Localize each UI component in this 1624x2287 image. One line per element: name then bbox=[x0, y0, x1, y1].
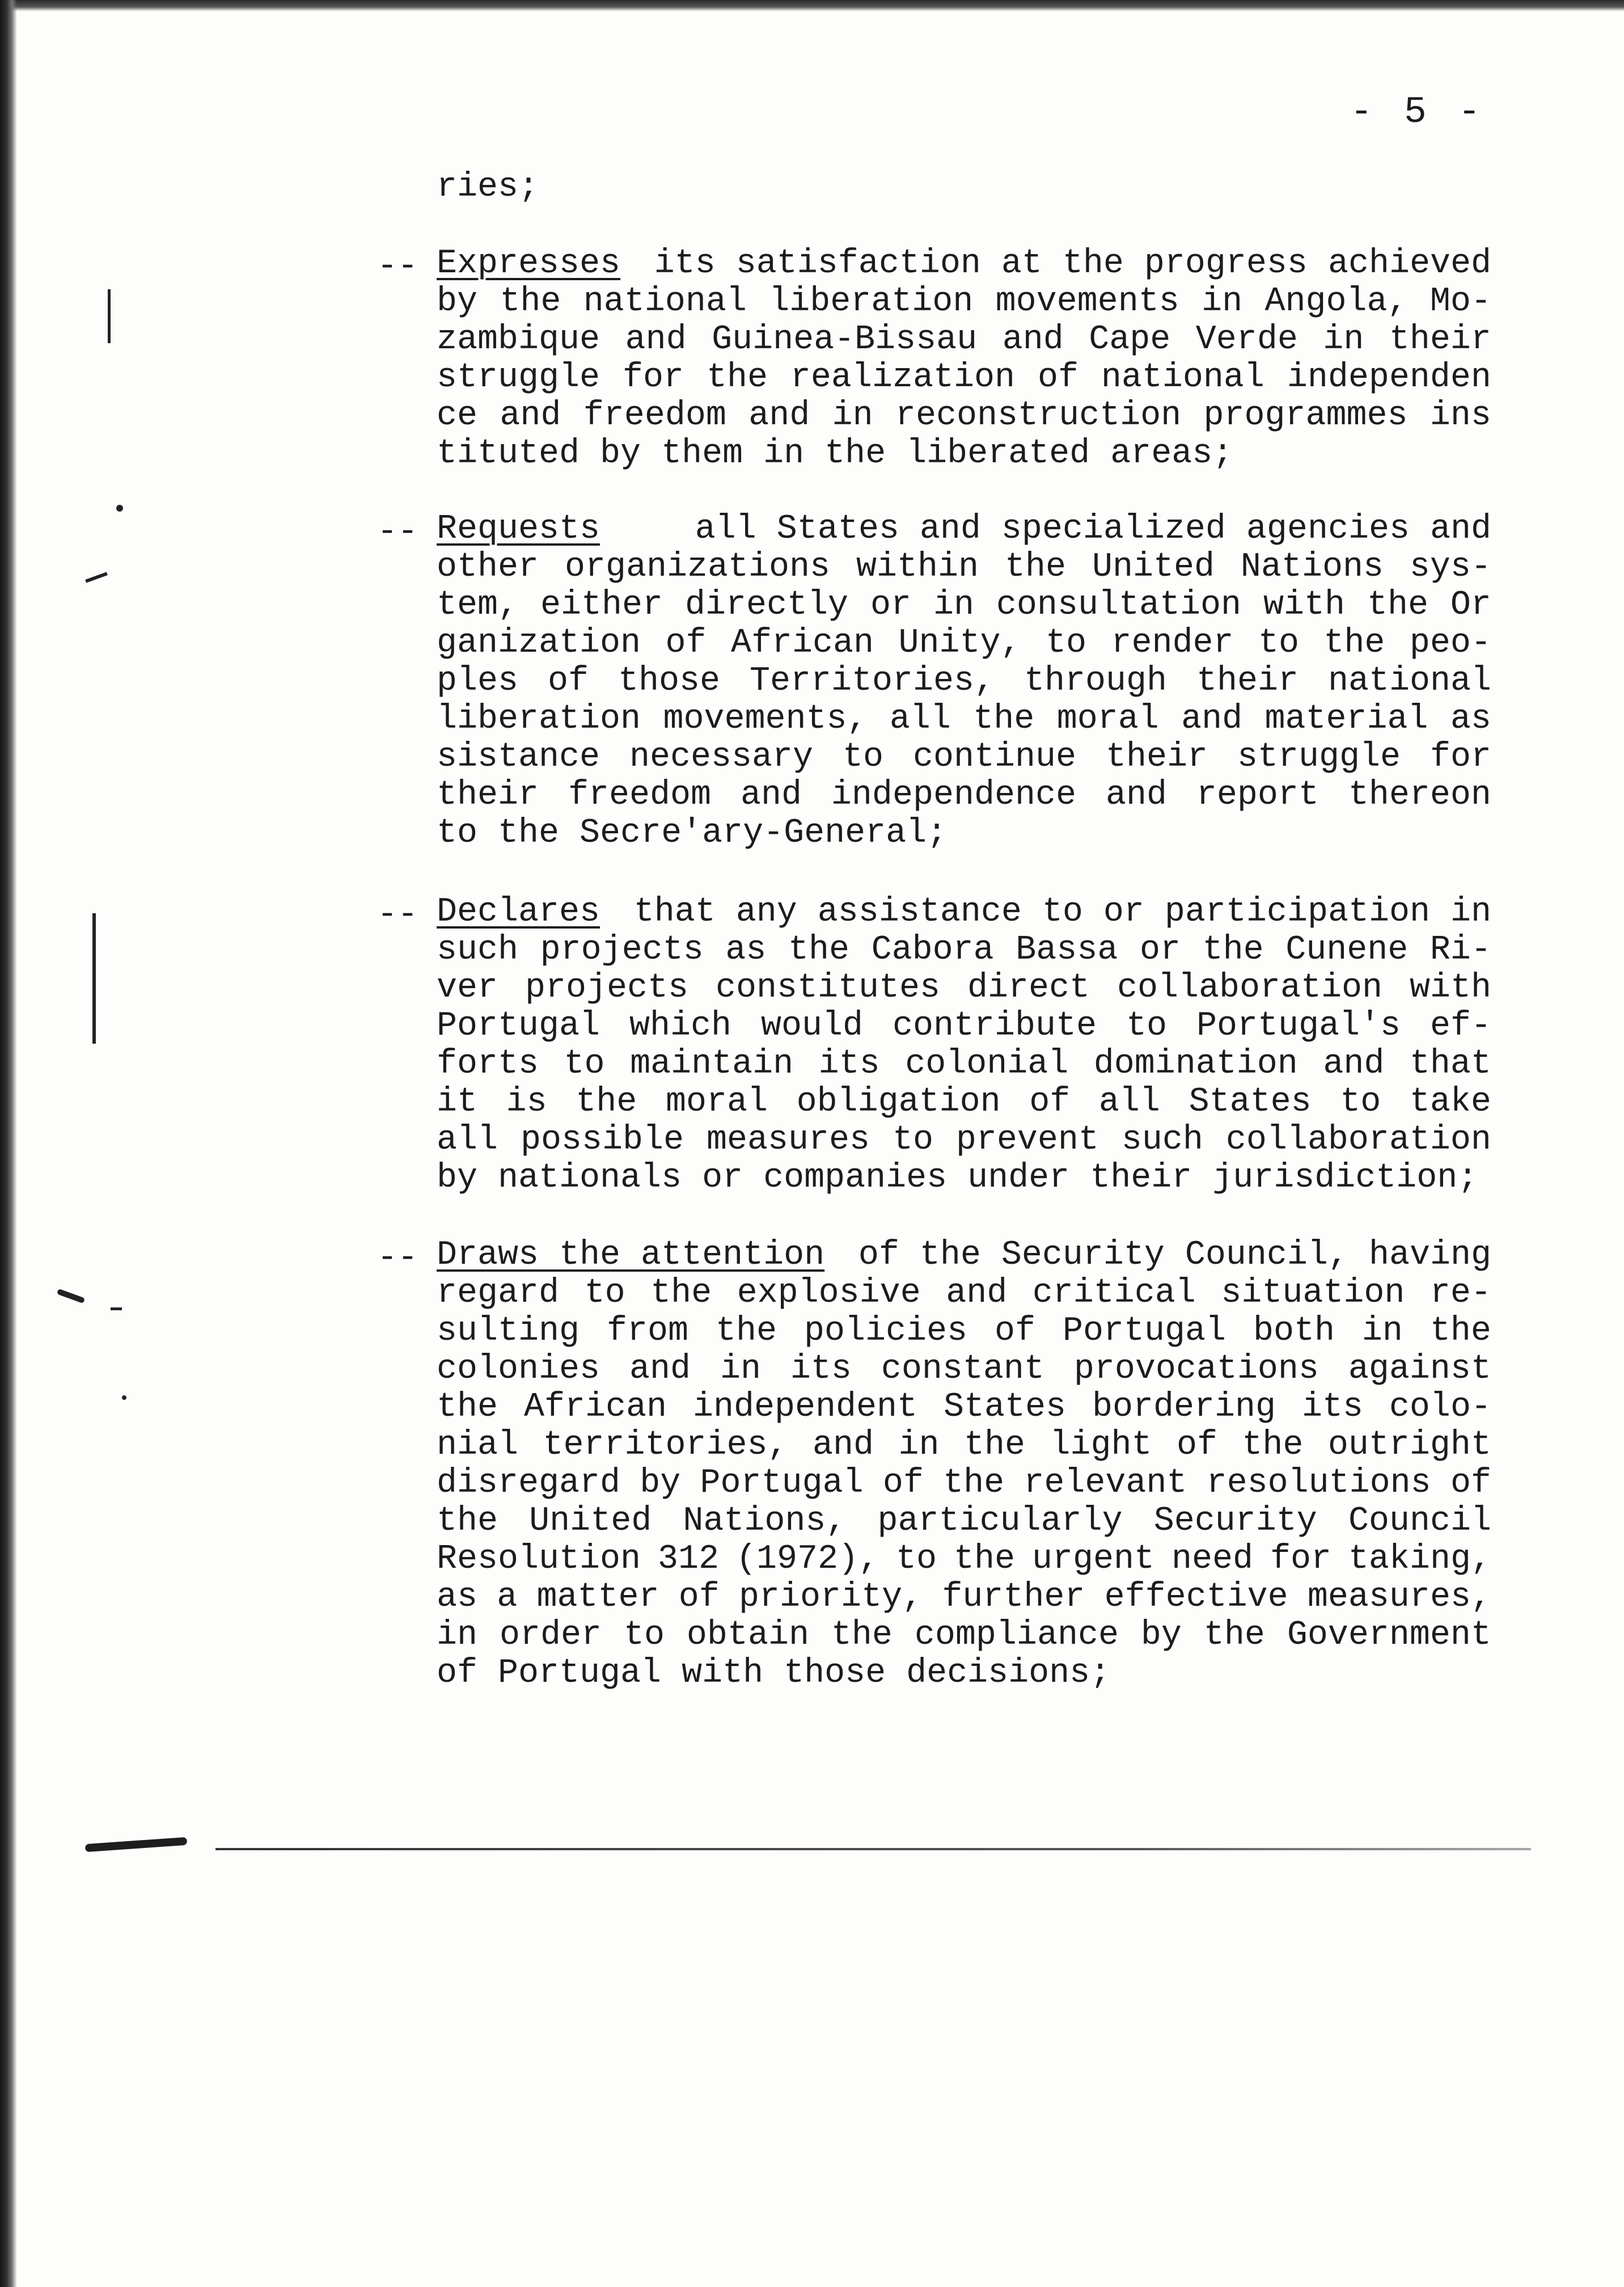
word: all bbox=[437, 1121, 498, 1159]
word: the bbox=[437, 1502, 498, 1541]
word: Nations, bbox=[683, 1502, 847, 1541]
paragraph-line bbox=[437, 1389, 1491, 1427]
word: national bbox=[1327, 662, 1491, 701]
word: movements bbox=[995, 282, 1179, 321]
word: in bbox=[1202, 282, 1243, 321]
word: obligation bbox=[796, 1083, 1001, 1121]
word: and bbox=[629, 1350, 691, 1389]
paragraph-text: its satisfaction at the progress achieved bbox=[654, 244, 1491, 283]
paragraph-line bbox=[437, 1275, 1491, 1313]
word: independence bbox=[831, 776, 1076, 815]
word: the bbox=[963, 1426, 1025, 1465]
paragraph-line bbox=[437, 1427, 1491, 1465]
word: policies bbox=[803, 1312, 968, 1351]
word: critical bbox=[1032, 1274, 1196, 1313]
word: render bbox=[1111, 624, 1234, 663]
paragraph-line bbox=[437, 359, 1491, 397]
word: material bbox=[1264, 700, 1428, 739]
word: moral bbox=[665, 1083, 768, 1121]
word: and bbox=[625, 320, 687, 359]
word: African bbox=[523, 1388, 667, 1427]
word: as bbox=[725, 931, 767, 969]
word: collaboration bbox=[1225, 1121, 1491, 1159]
word: further bbox=[942, 1578, 1085, 1617]
word: of bbox=[1450, 1464, 1491, 1503]
word: and bbox=[813, 1426, 874, 1465]
word: projects bbox=[525, 969, 689, 1007]
scan-mark bbox=[85, 572, 108, 583]
word: Cunene bbox=[1285, 931, 1409, 969]
paragraph-requests bbox=[437, 510, 1491, 853]
word: Portugal bbox=[437, 1007, 600, 1045]
paragraph-line: by nationals or companies under their jurisdiction; bbox=[437, 1159, 1478, 1197]
word: all bbox=[1098, 1083, 1160, 1121]
word: and bbox=[748, 396, 810, 435]
scan-mark-rule bbox=[85, 1837, 188, 1853]
word: with bbox=[1263, 586, 1345, 625]
word: ver bbox=[437, 969, 498, 1007]
word: consultation bbox=[996, 586, 1241, 625]
scan-border-top bbox=[0, 0, 1624, 11]
word: its bbox=[790, 1350, 852, 1389]
paragraph-text: all States and specialized agencies and bbox=[695, 510, 1491, 548]
word: Resolution bbox=[437, 1540, 641, 1579]
scan-mark bbox=[92, 913, 96, 1044]
word: for bbox=[622, 358, 684, 397]
page-number: - 5 - bbox=[1350, 91, 1486, 133]
word: to bbox=[1340, 1083, 1381, 1121]
word: African bbox=[730, 624, 874, 663]
word: by bbox=[1140, 1616, 1182, 1655]
word: the bbox=[1323, 624, 1385, 663]
word: struggle bbox=[437, 358, 600, 397]
word: of bbox=[547, 662, 589, 701]
word: their bbox=[1196, 662, 1299, 701]
word: that bbox=[1409, 1045, 1491, 1083]
paragraph-line bbox=[437, 1313, 1491, 1351]
word: of bbox=[665, 624, 707, 663]
word: to bbox=[584, 1274, 625, 1313]
paragraph-declares bbox=[437, 893, 1491, 1197]
word: necessary bbox=[629, 738, 814, 777]
word: provocations bbox=[1073, 1350, 1319, 1389]
paragraph-line bbox=[437, 1465, 1491, 1503]
paragraph-line bbox=[437, 1083, 1491, 1121]
word: urgent bbox=[1031, 1540, 1154, 1579]
word: taking, bbox=[1348, 1540, 1491, 1579]
word: in bbox=[898, 1426, 940, 1465]
word: the bbox=[1242, 1426, 1304, 1465]
word: Guinea-Bissau bbox=[712, 320, 978, 359]
paragraph-line bbox=[437, 1503, 1491, 1541]
word: thereon bbox=[1348, 776, 1491, 815]
word: which bbox=[629, 1007, 732, 1045]
word: struggle bbox=[1237, 738, 1401, 777]
word: Portugal bbox=[1062, 1312, 1226, 1351]
paragraph-line bbox=[437, 1045, 1491, 1083]
word: the bbox=[437, 1388, 498, 1427]
word: nial bbox=[437, 1426, 519, 1465]
word: Council bbox=[1348, 1502, 1491, 1541]
word: the bbox=[1430, 1312, 1491, 1351]
word: take bbox=[1409, 1083, 1491, 1121]
paragraph-text: that any assistance to or participation in bbox=[633, 893, 1491, 931]
word: Government bbox=[1287, 1616, 1491, 1655]
word: of bbox=[678, 1578, 720, 1617]
paragraph-line bbox=[437, 739, 1491, 777]
word: their bbox=[437, 776, 539, 815]
word: in bbox=[1323, 320, 1364, 359]
word: of bbox=[994, 1312, 1035, 1351]
paragraph-line bbox=[437, 1007, 1491, 1045]
word: maintain bbox=[630, 1045, 794, 1083]
paragraph-line bbox=[437, 1579, 1491, 1617]
word: the bbox=[953, 1540, 1015, 1579]
word: by bbox=[437, 282, 478, 321]
word: outright bbox=[1327, 1426, 1491, 1465]
word: Unity, bbox=[898, 624, 1021, 663]
word: Verde bbox=[1195, 320, 1298, 359]
paragraph-line bbox=[437, 701, 1491, 739]
word: domination bbox=[1093, 1045, 1298, 1083]
word: in bbox=[832, 396, 873, 435]
word: their bbox=[1105, 738, 1208, 777]
word: programmes bbox=[1203, 396, 1408, 435]
word: sulting bbox=[437, 1312, 580, 1351]
word: regard bbox=[437, 1274, 560, 1313]
word: compliance bbox=[914, 1616, 1119, 1655]
word: ganization bbox=[437, 624, 641, 663]
paragraph-text: of the Security Council, having bbox=[858, 1236, 1491, 1275]
word: or bbox=[870, 586, 911, 625]
word: national bbox=[583, 282, 747, 321]
word: is bbox=[506, 1083, 547, 1121]
scan-mark bbox=[111, 1307, 122, 1310]
word: collaboration bbox=[1116, 969, 1383, 1007]
paragraph-keyword: Declares bbox=[437, 893, 600, 931]
word: projects bbox=[540, 931, 704, 969]
word: situation bbox=[1221, 1274, 1405, 1313]
word: the bbox=[788, 931, 849, 969]
word: measures, bbox=[1307, 1578, 1491, 1617]
paragraph-line bbox=[437, 397, 1491, 435]
word: Cabora bbox=[871, 931, 994, 969]
word: of bbox=[1037, 358, 1079, 397]
word: re- bbox=[1430, 1274, 1491, 1313]
word: those bbox=[618, 662, 720, 701]
word: colonies bbox=[437, 1350, 600, 1389]
word: to bbox=[623, 1616, 665, 1655]
word: to bbox=[564, 1045, 605, 1083]
paragraph-line bbox=[437, 1351, 1491, 1389]
word: and bbox=[1105, 776, 1167, 815]
word: other bbox=[437, 548, 539, 586]
word: Bassa bbox=[1016, 931, 1118, 969]
word: possible bbox=[520, 1121, 684, 1159]
paragraph-bullet: -- bbox=[377, 247, 418, 286]
paragraph-line: of Portugal with those decisions; bbox=[437, 1654, 1111, 1693]
word: its bbox=[1301, 1388, 1363, 1427]
word: with bbox=[1409, 969, 1491, 1007]
paragraph-line bbox=[437, 510, 1491, 548]
paragraph-line bbox=[437, 245, 1491, 283]
word: Security bbox=[1153, 1502, 1317, 1541]
word: the bbox=[715, 1312, 777, 1351]
word: reconstruction bbox=[895, 396, 1182, 435]
word: disregard bbox=[437, 1464, 621, 1503]
word: independent bbox=[692, 1388, 918, 1427]
scan-mark bbox=[57, 1289, 85, 1303]
horizontal-rule bbox=[215, 1848, 1531, 1850]
paragraph-line bbox=[437, 1617, 1491, 1655]
word: in bbox=[720, 1350, 761, 1389]
word: organizations bbox=[564, 548, 831, 586]
word: of bbox=[882, 1464, 924, 1503]
word: would bbox=[760, 1007, 864, 1045]
word: the bbox=[1004, 548, 1066, 586]
word: its bbox=[818, 1045, 880, 1083]
word: movements, bbox=[663, 700, 868, 739]
word: Territories, bbox=[749, 662, 995, 701]
word: the bbox=[500, 282, 561, 321]
word: for bbox=[1270, 1540, 1331, 1579]
word: the bbox=[973, 700, 1035, 739]
word: direct bbox=[967, 969, 1090, 1007]
paragraph-line bbox=[437, 1237, 1491, 1275]
word: and bbox=[946, 1274, 1008, 1313]
paragraph-line bbox=[437, 548, 1491, 586]
word: United bbox=[529, 1502, 652, 1541]
word: or bbox=[1139, 931, 1181, 969]
paragraph-bullet: -- bbox=[377, 896, 418, 934]
word: forts bbox=[437, 1045, 539, 1083]
word: sys- bbox=[1409, 548, 1491, 586]
paragraph-line bbox=[437, 777, 1491, 815]
word: the bbox=[650, 1274, 712, 1313]
word: the bbox=[831, 1616, 893, 1655]
word: and bbox=[1181, 700, 1243, 739]
word: in bbox=[437, 1616, 478, 1655]
word: their bbox=[1389, 320, 1491, 359]
word: for bbox=[1430, 738, 1491, 777]
word: Or bbox=[1450, 586, 1491, 625]
word: and bbox=[500, 396, 561, 435]
word: States bbox=[1189, 1083, 1312, 1121]
word: either bbox=[540, 586, 663, 625]
word: moral bbox=[1056, 700, 1159, 739]
scan-border-left bbox=[0, 0, 17, 2287]
word: to bbox=[843, 738, 884, 777]
word: liberation bbox=[437, 700, 641, 739]
word: the bbox=[576, 1083, 637, 1121]
scan-mark bbox=[122, 1395, 126, 1400]
word: explosive bbox=[737, 1274, 921, 1313]
word: Nations bbox=[1240, 548, 1384, 586]
word: by bbox=[640, 1464, 681, 1503]
word: zambique bbox=[437, 320, 600, 359]
word: directly bbox=[684, 586, 849, 625]
word: and bbox=[1323, 1045, 1385, 1083]
word: need bbox=[1171, 1540, 1253, 1579]
word: order bbox=[499, 1616, 602, 1655]
word: report bbox=[1196, 776, 1319, 815]
word: sistance bbox=[437, 738, 600, 777]
word: the bbox=[1202, 931, 1264, 969]
word: colonial bbox=[905, 1045, 1069, 1083]
word: in bbox=[933, 586, 974, 625]
word: the bbox=[943, 1464, 1005, 1503]
word: the bbox=[706, 358, 768, 397]
word: from bbox=[607, 1312, 689, 1351]
word: as bbox=[437, 1578, 478, 1617]
word: Portugal bbox=[700, 1464, 864, 1503]
paragraph-line bbox=[437, 283, 1491, 321]
word: to bbox=[1126, 1007, 1167, 1045]
word: bordering bbox=[1092, 1388, 1276, 1427]
word: of bbox=[1029, 1083, 1071, 1121]
word: prevent bbox=[955, 1121, 1099, 1159]
paragraph-keyword: Expresses bbox=[437, 244, 621, 283]
word: all bbox=[889, 700, 951, 739]
word: peo- bbox=[1409, 624, 1491, 663]
word: such bbox=[1121, 1121, 1203, 1159]
word: Ri- bbox=[1430, 931, 1491, 969]
paragraph-line bbox=[437, 893, 1491, 931]
scan-mark bbox=[116, 505, 123, 512]
paragraph-draws-attention bbox=[437, 1237, 1491, 1693]
continued-fragment: ries; bbox=[437, 168, 539, 206]
paragraph-keyword: Requests bbox=[437, 510, 600, 548]
word: freedom bbox=[583, 396, 726, 435]
word: ples bbox=[437, 662, 519, 701]
paragraph-expresses bbox=[437, 245, 1491, 473]
word: colo- bbox=[1389, 1388, 1491, 1427]
word: of bbox=[1176, 1426, 1217, 1465]
word: constitutes bbox=[715, 969, 941, 1007]
word: States bbox=[943, 1388, 1067, 1427]
word: to bbox=[1258, 624, 1299, 663]
word: ef- bbox=[1430, 1007, 1491, 1045]
word: independen bbox=[1287, 358, 1491, 397]
word: tem, bbox=[437, 586, 519, 625]
word: constant bbox=[881, 1350, 1044, 1389]
word: 312 bbox=[658, 1540, 720, 1579]
word: light bbox=[1050, 1426, 1152, 1465]
word: national bbox=[1101, 358, 1264, 397]
word: contribute bbox=[892, 1007, 1097, 1045]
word: Angola, bbox=[1264, 282, 1408, 321]
word: a bbox=[497, 1578, 518, 1617]
word: such bbox=[437, 931, 519, 969]
word: liberation bbox=[769, 282, 974, 321]
paragraph-line bbox=[437, 1541, 1491, 1579]
word: freedom bbox=[568, 776, 712, 815]
paragraph-line bbox=[437, 663, 1491, 701]
word: and bbox=[1002, 320, 1064, 359]
paragraph-line bbox=[437, 625, 1491, 663]
word: against bbox=[1348, 1350, 1491, 1389]
word: effective bbox=[1104, 1578, 1288, 1617]
paragraph-line bbox=[437, 1121, 1491, 1159]
word: matter bbox=[536, 1578, 659, 1617]
word: continue bbox=[912, 738, 1077, 777]
word: ce bbox=[437, 396, 478, 435]
word: particularly bbox=[877, 1502, 1123, 1541]
paragraph-bullet: -- bbox=[377, 513, 418, 551]
word: within bbox=[856, 548, 979, 586]
paragraph-line: tituted by them in the liberated areas; bbox=[437, 434, 1233, 473]
paragraph-line bbox=[437, 969, 1491, 1007]
word: measures bbox=[706, 1121, 870, 1159]
word: to bbox=[896, 1540, 937, 1579]
word: Cape bbox=[1089, 320, 1171, 359]
word: to bbox=[892, 1121, 933, 1159]
paragraph-line bbox=[437, 586, 1491, 625]
word: territories, bbox=[543, 1426, 788, 1465]
word: in bbox=[1361, 1312, 1403, 1351]
word: ins bbox=[1430, 396, 1491, 435]
word: the bbox=[1367, 586, 1428, 625]
word: both bbox=[1253, 1312, 1335, 1351]
word: Mo- bbox=[1430, 282, 1491, 321]
scan-mark bbox=[108, 289, 111, 343]
paragraph-line: to the Secre'ary-General; bbox=[437, 814, 948, 853]
word: relevant bbox=[1024, 1464, 1187, 1503]
paragraph-keyword: Draws the attention bbox=[437, 1236, 825, 1275]
word: realization bbox=[790, 358, 1015, 397]
word: (1972), bbox=[736, 1540, 879, 1579]
word: priority, bbox=[739, 1578, 923, 1617]
paragraph-bullet: -- bbox=[377, 1239, 418, 1277]
word: as bbox=[1450, 700, 1491, 739]
paragraph-line bbox=[437, 931, 1491, 969]
word: United bbox=[1092, 548, 1215, 586]
word: it bbox=[437, 1083, 478, 1121]
word: Portugal's bbox=[1196, 1007, 1401, 1045]
word: and bbox=[740, 776, 802, 815]
word: to bbox=[1045, 624, 1086, 663]
word: through bbox=[1024, 662, 1168, 701]
word: the bbox=[1203, 1616, 1265, 1655]
word: resolutions bbox=[1206, 1464, 1431, 1503]
paragraph-line bbox=[437, 321, 1491, 359]
word: obtain bbox=[686, 1616, 809, 1655]
